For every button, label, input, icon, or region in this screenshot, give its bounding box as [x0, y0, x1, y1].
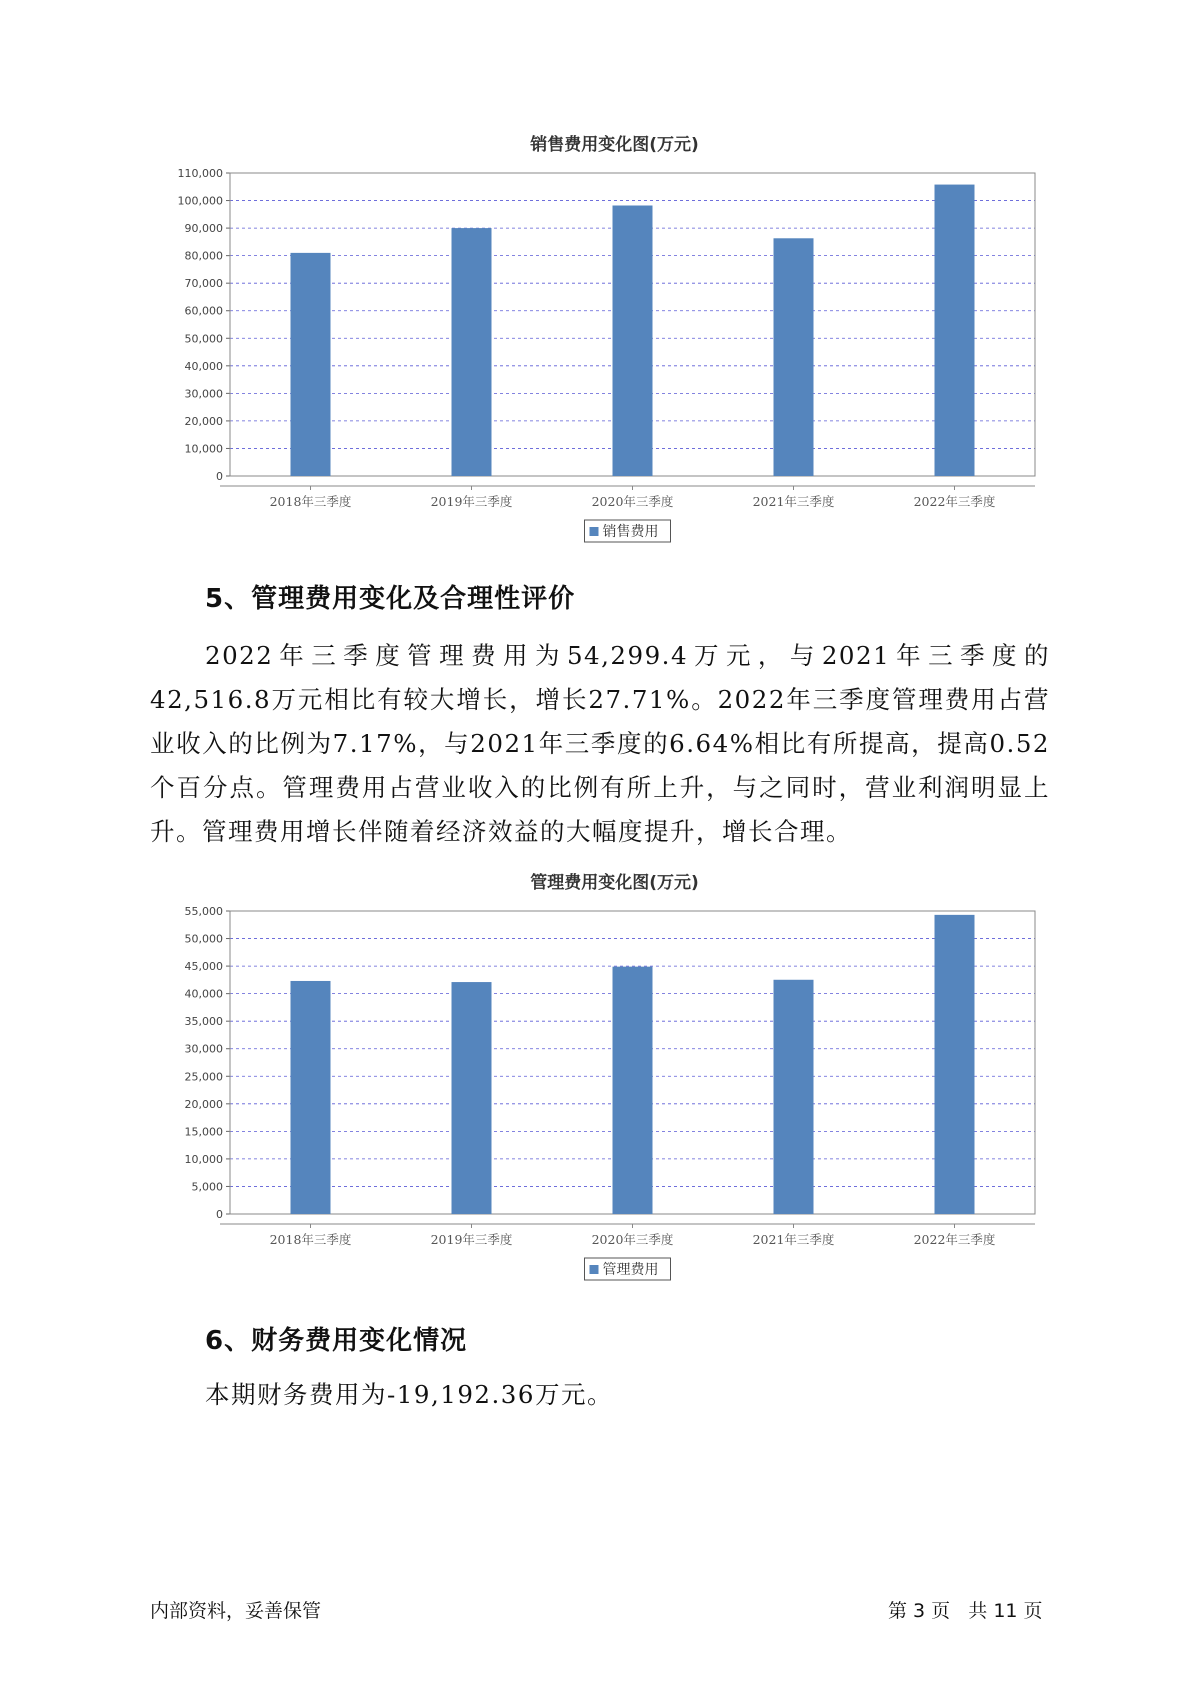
x-tick-label: 2019年三季度 [430, 494, 513, 509]
chart-title: 销售费用变化图(万元) [530, 135, 699, 155]
y-tick-label: 0 [216, 1208, 223, 1221]
bar-5 [935, 185, 975, 476]
legend-swatch [590, 527, 599, 536]
legend-label: 管理费用 [602, 1262, 659, 1278]
chart-title: 管理费用变化图(万元) [530, 873, 699, 893]
y-tick-label: 40,000 [184, 987, 223, 1001]
y-tick-label: 50,000 [184, 332, 223, 346]
bar-1 [291, 253, 331, 476]
y-tick-label: 70,000 [184, 277, 223, 291]
bar-3 [613, 206, 653, 476]
y-tick-label: 25,000 [184, 1070, 223, 1084]
sales-expense-chart [160, 130, 1040, 550]
admin-expense-chart [160, 868, 1040, 1288]
x-tick-label: 2018年三季度 [269, 1232, 352, 1247]
y-tick-label: 15,000 [184, 1125, 223, 1139]
y-tick-label: 20,000 [184, 1097, 223, 1111]
y-tick-label: 55,000 [184, 905, 223, 918]
section6-heading: 6、财务费用变化情况 [205, 1326, 468, 1356]
legend-label: 销售费用 [602, 524, 659, 540]
sales-expense-chart-svg [160, 130, 1040, 550]
bar-3 [613, 967, 653, 1214]
x-tick-label: 2021年三季度 [752, 494, 835, 509]
footer-page-number: 第 3 页 共 11 页 [888, 1600, 1043, 1622]
y-tick-label: 45,000 [184, 960, 223, 974]
y-tick-label: 5,000 [191, 1180, 223, 1194]
bar-2 [452, 228, 492, 476]
y-tick-label: 40,000 [184, 359, 223, 373]
bar-2 [452, 982, 492, 1214]
x-tick-label: 2022年三季度 [913, 494, 996, 509]
y-tick-label: 0 [216, 470, 223, 483]
bar-4 [774, 980, 814, 1214]
section5-heading: 5、管理费用变化及合理性评价 [205, 584, 576, 614]
y-tick-label: 50,000 [184, 932, 223, 946]
x-tick-label: 2020年三季度 [591, 494, 674, 509]
admin-expense-chart-svg [160, 868, 1040, 1288]
y-tick-label: 60,000 [184, 304, 223, 318]
y-tick-label: 80,000 [184, 249, 223, 263]
y-tick-label: 30,000 [184, 387, 223, 401]
y-tick-label: 10,000 [184, 1152, 223, 1166]
x-tick-label: 2018年三季度 [269, 494, 352, 509]
y-tick-label: 110,000 [177, 167, 223, 180]
y-tick-label: 100,000 [177, 194, 223, 208]
y-tick-label: 10,000 [184, 442, 223, 456]
section5-paragraph: 2022年三季度管理费用为54,299.4万元，与2021年三季度的42,516.8万元相比有较大增长，增长27.71%。2022年三季度管理费用占营业收入的比例为7.17%，与2021年三季度的6.64%相比有所提高，提高0.52个百分点。管理费用占营业收入的比例有所上升，与之同时，营业利润明显上升。管理费用增长伴随着经济效益的大幅度提升，增长合理。 [150, 641, 1050, 846]
footer-confidential: 内部资料，妥善保管 [150, 1600, 322, 1622]
x-tick-label: 2021年三季度 [752, 1232, 835, 1247]
bar-1 [291, 981, 331, 1214]
y-tick-label: 90,000 [184, 222, 223, 236]
x-tick-label: 2022年三季度 [913, 1232, 996, 1247]
y-tick-label: 35,000 [184, 1015, 223, 1029]
y-tick-label: 20,000 [184, 414, 223, 428]
bar-4 [774, 238, 814, 476]
section6-paragraph: 本期财务费用为-19,192.36万元。 [205, 1380, 613, 1409]
x-tick-label: 2020年三季度 [591, 1232, 674, 1247]
bar-5 [935, 915, 975, 1214]
legend-swatch [590, 1265, 599, 1274]
y-tick-label: 30,000 [184, 1042, 223, 1056]
x-tick-label: 2019年三季度 [430, 1232, 513, 1247]
